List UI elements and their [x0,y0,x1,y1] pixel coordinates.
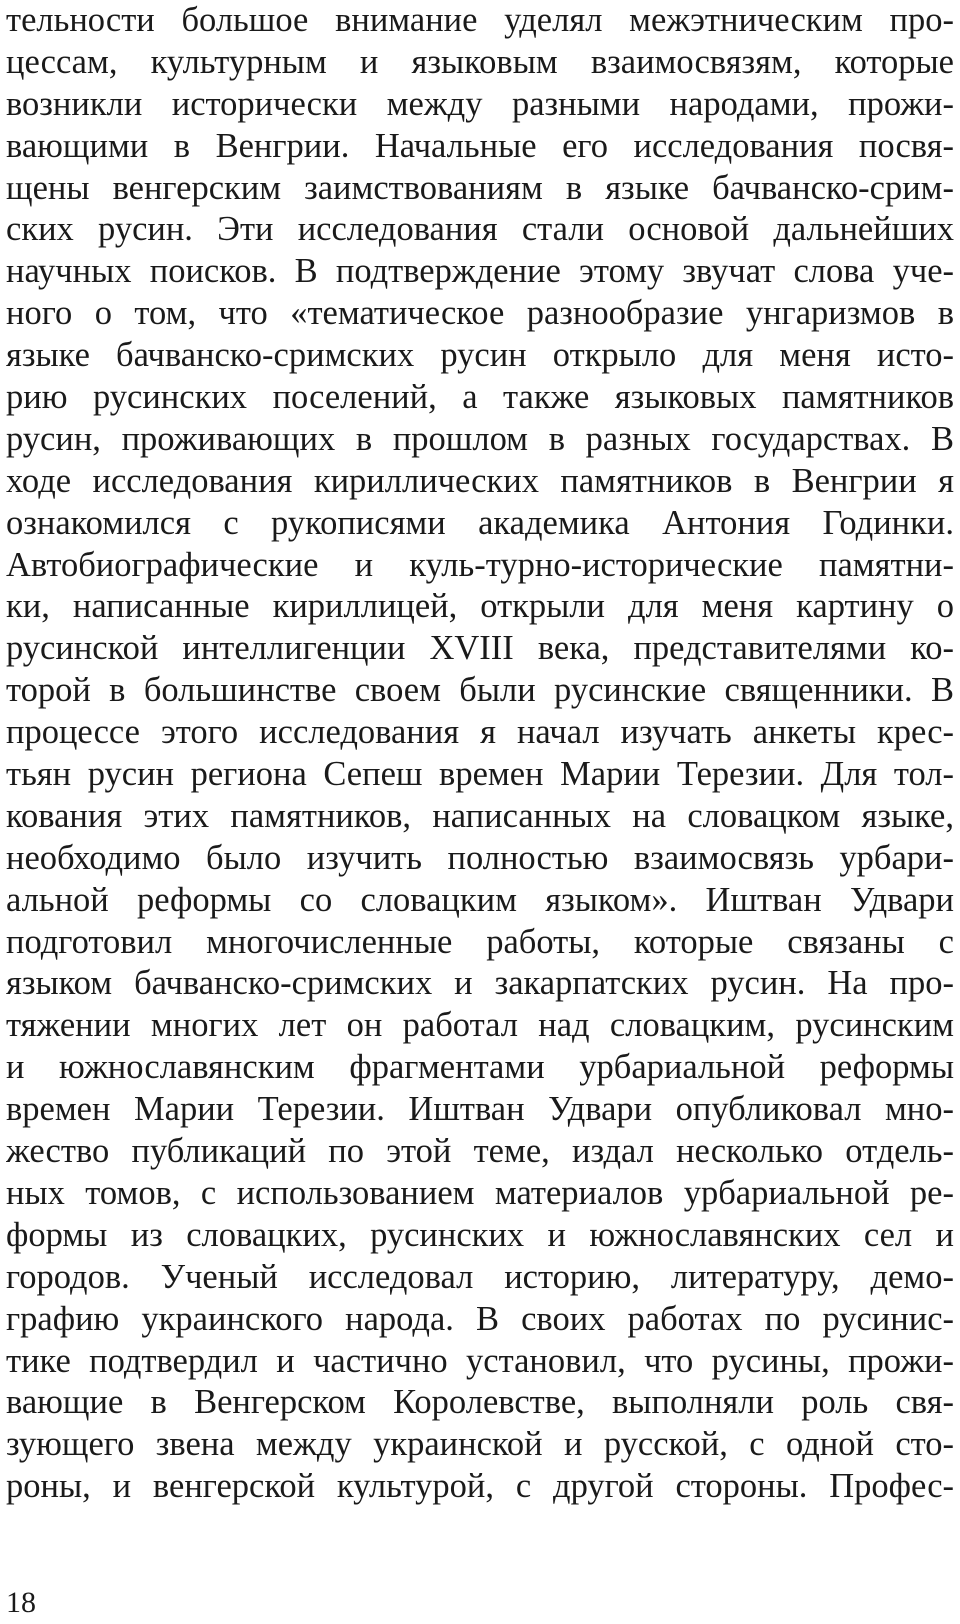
text-line: подготовил многочисленные работы, которые связаны с [6,922,954,961]
text-line: возникли исторически между разными народами, прожи- [6,84,954,123]
text-line: Автобиографические и куль-турно-исторические памятни- [6,545,954,584]
text-line: формы из словацких, русинских и южнославянских сел и [6,1215,954,1254]
text-line: ских русин. Эти исследования стали основой дальнейших [6,210,954,249]
text-line: графию украинского народа. В своих работах по русинис- [6,1299,954,1338]
text-line: ходе исследования кириллических памятников в Венгрии я [6,461,954,500]
page-number: 18 [6,1586,36,1619]
text-line: тике подтвердил и частично установил, что русины, прожи- [6,1341,954,1380]
text-line: языке бачванско-сримских русин открыло для меня исто- [6,336,954,375]
text-line: языком бачванско-сримских и закарпатских русин. На про- [6,964,954,1003]
text-line: русин, проживающих в прошлом в разных государствах. В [6,419,954,458]
text-line: жество публикаций по этой теме, издал несколько отдель- [6,1132,954,1171]
text-line: ознакомился с рукописями академика Антония Годинки. [6,503,954,542]
text-line: вающими в Венгрии. Начальные его исследования посвя- [6,126,954,165]
text-line: рию русинских поселений, а также языковых памятников [6,378,954,417]
text-line: вающие в Венгерском Королевстве, выполняли роль свя- [6,1383,954,1422]
text-line: ки, написанные кириллицей, открыли для меня картину о [6,587,954,626]
text-line: тельности большое внимание уделял межэтническим про- [6,1,954,39]
text-line: ного о том, что «тематическое разнообразие унгаризмов в [6,294,954,333]
text-line: времен Марии Терезии. Иштван Удвари опубликовал мно- [6,1090,954,1129]
text-line: городов. Ученый исследовал историю, литературу, демо- [6,1257,954,1296]
text-line: кования этих памятников, написанных на словацком языке, [6,796,954,835]
text-line: тяжении многих лет он работал над словацким, русинским [6,1006,954,1045]
text-line: торой в большинстве своем были русинские священники. В [6,671,954,710]
text-line: научных поисков. В подтверждение этому звучат слова уче- [6,252,954,291]
text-line: необходимо было изучить полностью взаимосвязь урбари- [6,838,954,877]
text-line: щены венгерским заимствованиям в языке бачванско-срим- [6,168,954,207]
text-line: зующего звена между украинской и русской, с одной сто- [6,1425,954,1464]
text-line: цессам, культурным и языковым взаимосвязям, которые [6,42,954,81]
text-line: роны, и венгерской культурой, с другой стороны. Профес- [6,1467,954,1506]
text-line: русинской интеллигенции XVIII века, представителями ко- [6,629,954,668]
text-line: ных томов, с использованием материалов урбариальной ре- [6,1173,954,1212]
body-text [6,0,954,1508]
text-line: альной реформы со словацким языком». Иштван Удвари [6,880,954,919]
text-line: тьян русин региона Сепеш времен Марии Терезии. Для тол- [6,755,954,794]
text-line: процессе этого исследования я начал изучать анкеты крес- [6,713,954,752]
text-line: и южнославянским фрагментами урбариальной реформы [6,1048,954,1087]
